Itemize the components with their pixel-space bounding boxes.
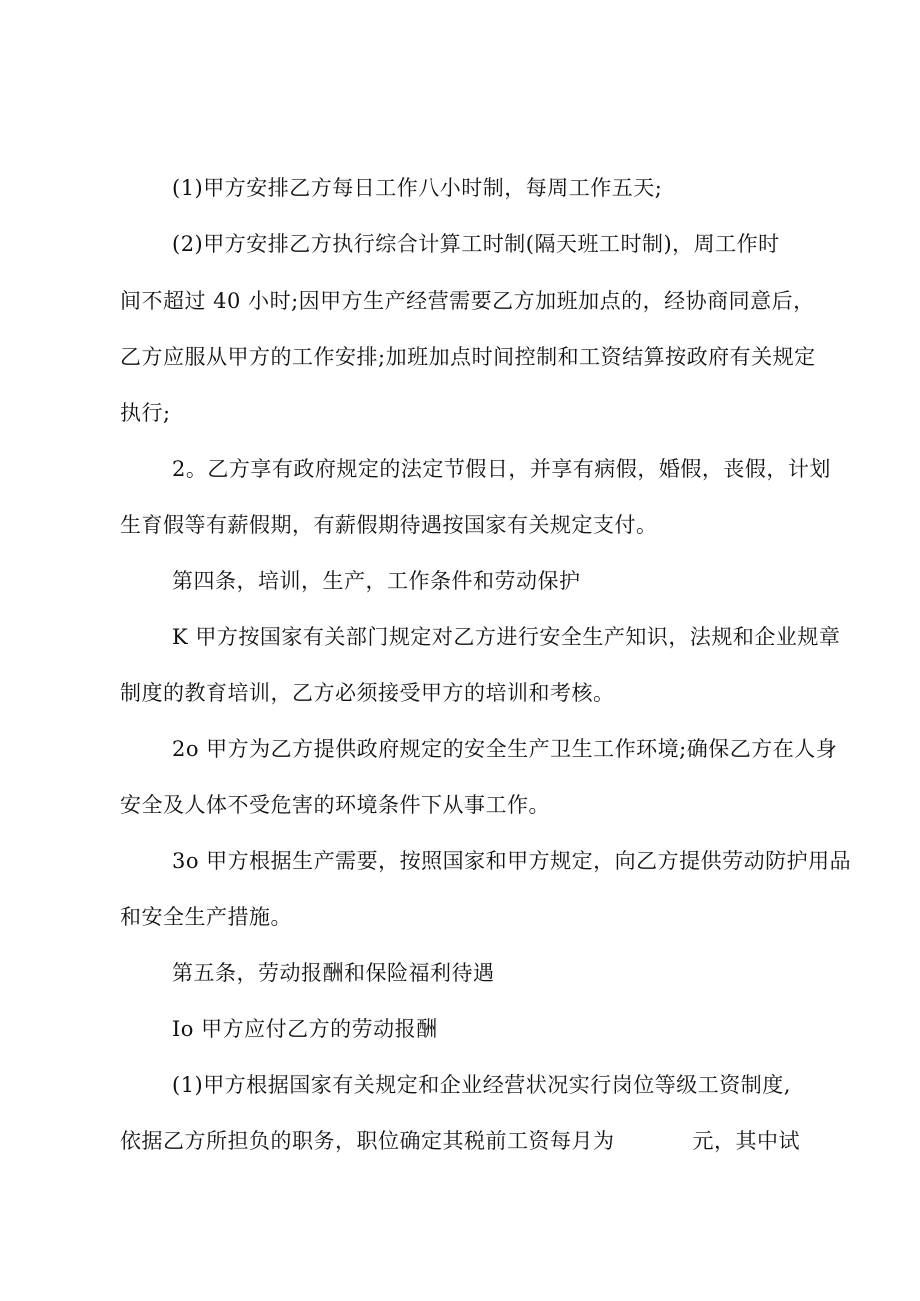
text-line: (1)甲方安排乙方每日工作八小时制，每周工作五天; <box>172 176 663 200</box>
text-line-with-blank <box>120 1127 800 1155</box>
text-line: 3o 甲方根据生产需要，按照国家和甲方规定，向乙方提供劳动防护用品 <box>172 849 852 873</box>
text-line: 生育假等有薪假期，有薪假期待遇按国家有关规定支付。 <box>120 513 658 537</box>
text-line: 乙方应服从甲方的工作安排;加班加点时间控制和工资结算按政府有关规定 <box>120 345 816 369</box>
text-line: 安全及人体不受危害的环境条件下从事工作。 <box>120 793 550 817</box>
section-heading: 第四条，培训，生产，工作条件和劳动保护 <box>172 569 581 593</box>
text-line: K 甲方按国家有关部门规定对乙方进行安全生产知识，法规和企业规章 <box>172 625 841 649</box>
section-heading: 第五条，劳动报酬和保险福利待遇 <box>172 961 495 985</box>
text-line: 间不超过 40 小时;因甲方生产经营需要乙方加班加点的，经协商同意后， <box>120 289 815 313</box>
text-line: 执行; <box>120 401 171 425</box>
text-line: 制度的教育培训，乙方必须接受甲方的培训和考核。 <box>120 681 615 705</box>
salary-text-before-blank: 依据乙方所担负的职务，职位确定其税前工资每月为 <box>120 1129 615 1153</box>
text-line: 2o 甲方为乙方提供政府规定的安全生产卫生工作环境;确保乙方在人身 <box>172 737 838 761</box>
text-line: (1)甲方根据国家有关规定和企业经营状况实行岗位等级工资制度, <box>172 1073 791 1097</box>
text-line: 2。乙方享有政府规定的法定节假日，并享有病假，婚假，丧假，计划 <box>172 457 831 481</box>
salary-text-after-blank: 元，其中试 <box>692 1129 800 1153</box>
text-line: 和安全生产措施。 <box>120 905 292 929</box>
text-line: (2)甲方安排乙方执行综合计算工时制(隔天班工时制)，周工作时 <box>172 232 780 256</box>
text-line: Io 甲方应付乙方的劳动报酬 <box>172 1017 438 1041</box>
